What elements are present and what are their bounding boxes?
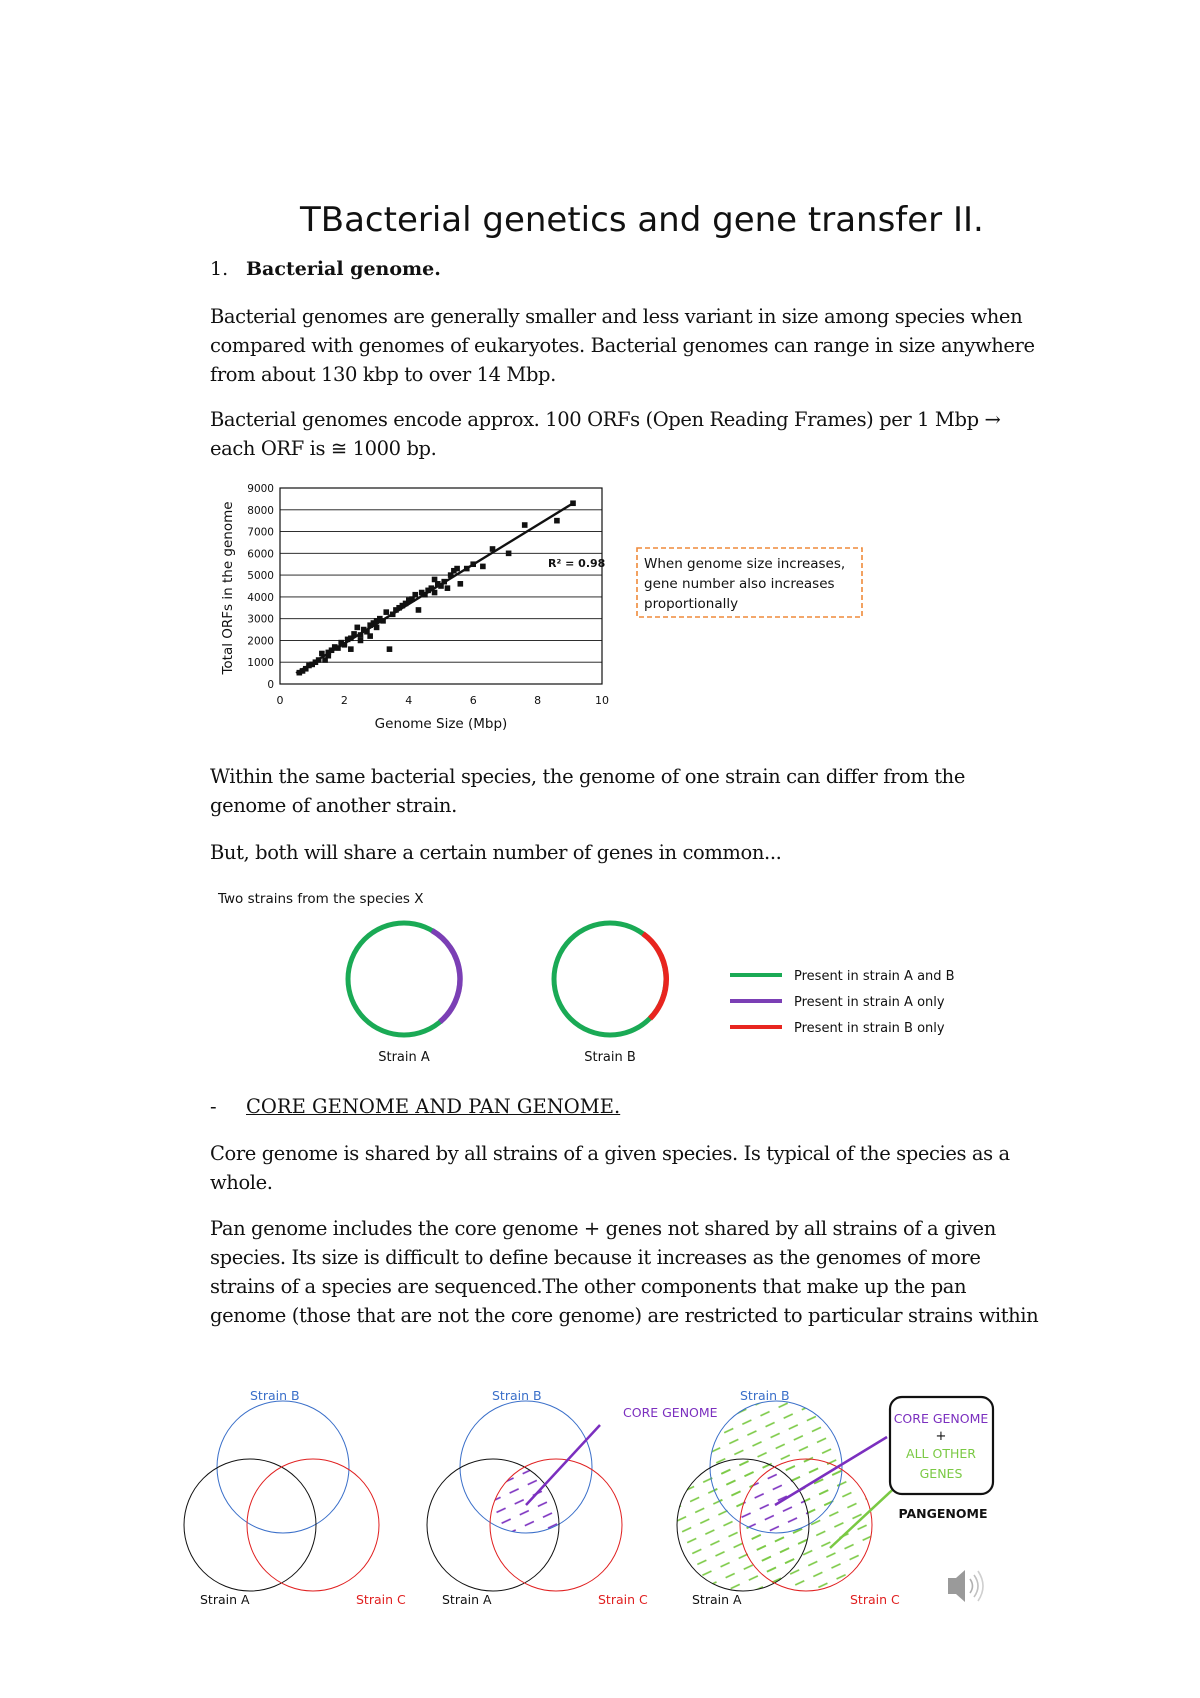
label-strain-a: Strain A bbox=[692, 1592, 742, 1607]
y-tick-label: 6000 bbox=[247, 548, 274, 561]
x-tick-label: 0 bbox=[276, 694, 284, 707]
y-tick-label: 2000 bbox=[247, 635, 274, 648]
callout-line-2: gene number also increases bbox=[644, 576, 835, 592]
data-point bbox=[454, 566, 460, 572]
venn-diagram-2 bbox=[427, 1388, 718, 1607]
box-line-genes: GENES bbox=[919, 1466, 963, 1481]
core-region bbox=[490, 1459, 622, 1591]
paragraph-strain-difference: Within the same bacterial species, the genome of one strain can differ from the genome of another strain. bbox=[210, 765, 965, 817]
label-strain-b: Strain B bbox=[250, 1388, 300, 1403]
section-heading bbox=[210, 258, 441, 280]
strain-b-label: Strain B bbox=[584, 1050, 636, 1065]
legend-a-only: Present in strain A only bbox=[794, 995, 945, 1010]
x-tick-labels bbox=[277, 694, 610, 707]
label-core-genome: CORE GENOME bbox=[623, 1405, 718, 1420]
data-point bbox=[506, 551, 512, 557]
callout-line-1: When genome size increases, bbox=[644, 556, 846, 572]
label-strain-c: Strain C bbox=[356, 1592, 406, 1607]
speaker-icon bbox=[948, 1570, 983, 1602]
strains-figure-title: Two strains from the species X bbox=[218, 891, 424, 907]
venn-diagrams bbox=[170, 1380, 1190, 1630]
strain-a-circle bbox=[348, 923, 460, 1035]
y-tick-label: 9000 bbox=[247, 483, 274, 495]
strain-b-circle bbox=[554, 923, 666, 1035]
data-point bbox=[348, 646, 354, 652]
y-tick-label: 4000 bbox=[247, 591, 274, 604]
section-title: CORE GENOME AND PAN GENOME. bbox=[246, 1095, 621, 1118]
label-pangenome: PANGENOME bbox=[898, 1506, 988, 1521]
core-pan-heading bbox=[210, 1095, 620, 1118]
paragraph-shared-genes: But, both will share a certain number of genes in common... bbox=[210, 841, 782, 864]
section-dash: - bbox=[210, 1095, 217, 1118]
strain-a-ring bbox=[184, 1459, 316, 1591]
heading-text: Bacterial genome. bbox=[246, 258, 441, 280]
paragraph-pan-genome: Pan genome includes the core genome + genes not shared by all strains of a given species. Its size is difficult to define because it increases as the genomes of more strains of a species are sequenced.The other components that make up the pan genome (those that are not the core genome) are restricted to particular strains within bbox=[210, 1217, 1039, 1327]
data-point bbox=[458, 581, 464, 587]
x-tick-label: 8 bbox=[534, 694, 542, 707]
two-strains-figure bbox=[200, 880, 1000, 1070]
data-point bbox=[367, 633, 373, 639]
strain-a-label: Strain A bbox=[378, 1050, 430, 1065]
strain-c-ring bbox=[247, 1459, 379, 1591]
box-line-all-other: ALL OTHER bbox=[906, 1446, 976, 1461]
orf-scatter-chart bbox=[200, 478, 880, 738]
paragraph-genome-size: Bacterial genomes are generally smaller and less variant in size among species when compared with genomes of eukaryotes. Bacterial genomes can range in size anywhere from about 130 kbp to over 14 Mbp. bbox=[210, 305, 1035, 386]
heading-number: 1. bbox=[210, 258, 229, 280]
venn-diagram-3 bbox=[677, 1388, 993, 1607]
box-line-core: CORE GENOME bbox=[893, 1411, 989, 1426]
strain-b-ring bbox=[217, 1401, 349, 1533]
y-tick-label: 7000 bbox=[247, 526, 274, 539]
core-pointer bbox=[526, 1425, 600, 1505]
label-strain-c: Strain C bbox=[850, 1592, 900, 1607]
x-tick-label: 2 bbox=[340, 694, 348, 707]
label-strain-a: Strain A bbox=[442, 1592, 492, 1607]
y-tick-label: 1000 bbox=[247, 657, 274, 670]
y-tick-labels bbox=[247, 483, 274, 691]
callout-line-3: proportionally bbox=[644, 596, 739, 612]
r-squared-label: R² = 0.98 bbox=[548, 557, 606, 570]
paragraph-core-genome: Core genome is shared by all strains of a given species. Is typical of the species as a whole. bbox=[210, 1142, 1010, 1194]
y-axis-label: Total ORFs in the genome bbox=[220, 501, 236, 675]
data-point bbox=[522, 522, 528, 528]
label-strain-b: Strain B bbox=[740, 1388, 790, 1403]
y-tick-label: 3000 bbox=[247, 613, 274, 626]
x-tick-label: 4 bbox=[405, 694, 413, 707]
data-point bbox=[358, 638, 364, 644]
y-tick-label: 5000 bbox=[247, 570, 274, 583]
paragraph-orfs: Bacterial genomes encode approx. 100 ORFs (Open Reading Frames) per 1 Mbp → each ORF is ≅ 1000 bp. bbox=[210, 408, 1001, 460]
document-title: TBacterial genetics and gene transfer II. bbox=[300, 200, 984, 240]
y-tick-label: 0 bbox=[267, 679, 274, 691]
x-tick-label: 6 bbox=[469, 694, 477, 707]
label-strain-a: Strain A bbox=[200, 1592, 250, 1607]
data-point bbox=[554, 518, 560, 524]
strains-legend bbox=[730, 969, 955, 1036]
data-point bbox=[354, 625, 360, 631]
data-point bbox=[416, 607, 422, 613]
data-point bbox=[383, 609, 389, 615]
data-point bbox=[387, 646, 393, 652]
x-axis-label: Genome Size (Mbp) bbox=[374, 716, 508, 732]
x-tick-label: 10 bbox=[595, 694, 609, 707]
data-point bbox=[445, 585, 451, 591]
trend-line bbox=[296, 503, 573, 673]
data-point bbox=[432, 577, 438, 583]
data-point bbox=[412, 592, 418, 598]
legend-both: Present in strain A and B bbox=[794, 969, 955, 984]
venn-diagram-1 bbox=[184, 1388, 406, 1607]
data-point bbox=[480, 564, 486, 570]
box-line-plus: + bbox=[935, 1429, 947, 1444]
y-tick-label: 8000 bbox=[247, 504, 274, 517]
legend-b-only: Present in strain B only bbox=[794, 1021, 945, 1036]
label-strain-c: Strain C bbox=[598, 1592, 648, 1607]
label-strain-b: Strain B bbox=[492, 1388, 542, 1403]
